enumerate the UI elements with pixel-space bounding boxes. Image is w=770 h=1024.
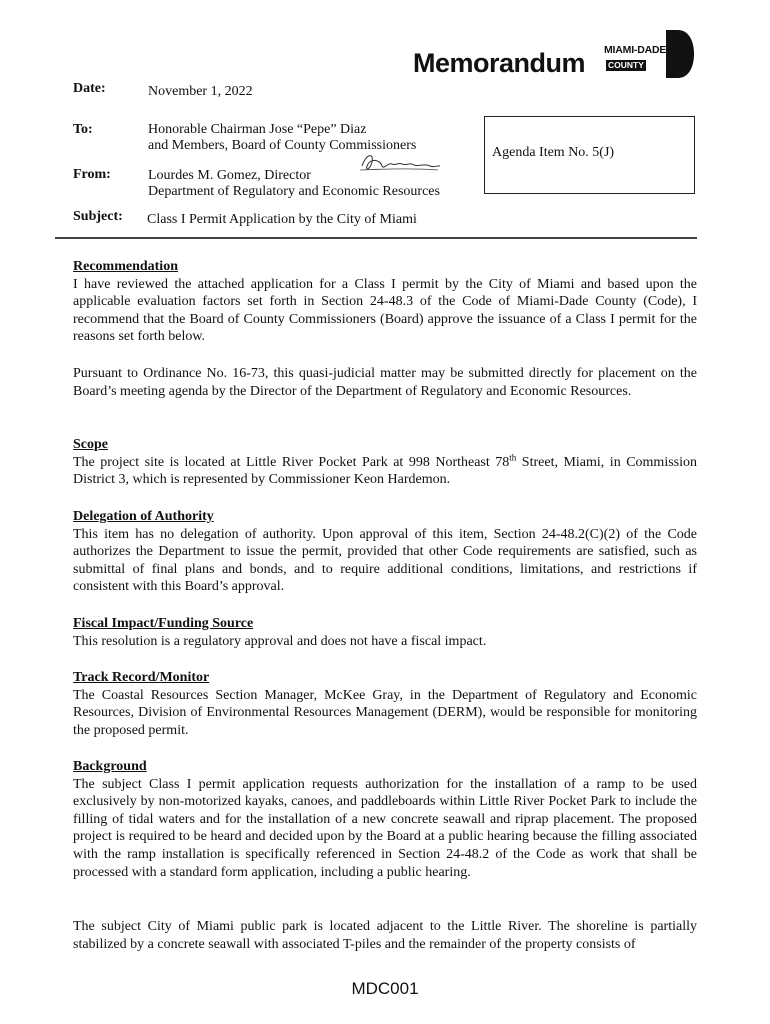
recommendation-paragraph: I have reviewed the attached application for a Class I permit by the City of Miami and based upon the applicable evaluation factors set forth in Section 24-48.3 of the Code of Miami-Dade County (Code), I recommend that the Board of County Commissioners (Board) approve the issuance of a Class I permit for the reasons set forth below. [73,276,697,345]
scope-heading: Scope [73,437,108,452]
track-record-paragraph: The Coastal Resources Section Manager, McKee Gray, in the Department of Regulatory and Economic Resources, Division of Environmental Resources Management (DERM), would be responsible for monitoring the proposed permit. [73,687,697,738]
subject-value: Class I Permit Application by the City of Miami [147,212,417,227]
background-heading: Background [73,759,147,774]
scope-text-end: Street, Miami, in Commission District 3, which is represented by Commissioner Keon Hardemon. [73,454,697,488]
date-value: November 1, 2022 [148,84,253,99]
to-line-1: Honorable Chairman Jose “Pepe” Diaz [148,122,367,137]
fiscal-heading: Fiscal Impact/Funding Source [73,616,254,631]
recommendation-section [73,258,697,346]
ordinance-paragraph: Pursuant to Ordinance No. 16-73, this quasi-judicial matter may be submitted directly for placement on the Board’s meeting agenda by the Director of the Department of Regulatory and Economic Resources. [73,366,697,399]
date-label: Date: [73,81,106,96]
fiscal-paragraph: This resolution is a regulatory approval and does not have a fiscal impact. [73,633,487,649]
header-divider [55,237,697,239]
recommendation-heading: Recommendation [73,259,178,274]
track-record-section [73,669,697,739]
track-record-heading: Track Record/Monitor [73,670,210,685]
to-line-2: and Members, Board of County Commissioners [148,138,417,153]
agenda-item-number: Agenda Item No. 5(J) [492,145,615,160]
page-code: MDC001 [351,979,419,998]
logo-text-miami-dade: MIAMI-DADE [604,44,667,56]
to-label: To: [73,122,93,137]
from-line-1: Lourdes M. Gomez, Director [148,168,311,183]
director-signature [352,150,442,180]
memorandum-title: Memorandum [413,48,586,78]
scope-paragraph [73,451,697,489]
background-paragraph-1: The subject Class I permit application requests authorization for the installation of a ramp to be used exclusively by non-motorized kayaks, canoes, and paddleboards within Little River Pocket Park to include the filling of tidal waters and for the installation of a new concrete seawall and riprap placement. The proposed project is required to be heard and decided upon by the Board at a public hearing because the filling associated with the ramp installation is specifically referenced in Section 24-48.2 of the Code as work that shall be processed with a standard form application, including a public hearing. [73,776,697,880]
scope-superscript: th [509,451,517,462]
background-paragraph-2: The subject City of Miami public park is located adjacent to the Little River. The shoreline is partially stabilized by a concrete seawall with associated T-piles and the remainder of the property consists of [73,919,697,952]
delegation-heading: Delegation of Authority [73,509,214,524]
from-line-2: Department of Regulatory and Economic Resources [148,184,440,199]
subject-label: Subject: [73,209,123,224]
scope-section [73,436,697,489]
delegation-paragraph: This item has no delegation of authority. Upon approval of this item, Section 24-48.2(C)(2) of the Code authorizes the Department to issue the permit, provided that other Code requirements are satisfied, such as submittal of final plans and bonds, and to require additional conditions, limitations, and restrictions if consistent with this Board’s approval. [73,526,697,595]
background-section [73,758,697,881]
from-label: From: [73,167,111,182]
delegation-section [73,508,697,596]
fiscal-section [73,615,697,650]
scope-text-start: The project site is located at Little River Pocket Park at 998 Northeast 78 [73,454,510,470]
logo-text-county: COUNTY [608,60,644,70]
